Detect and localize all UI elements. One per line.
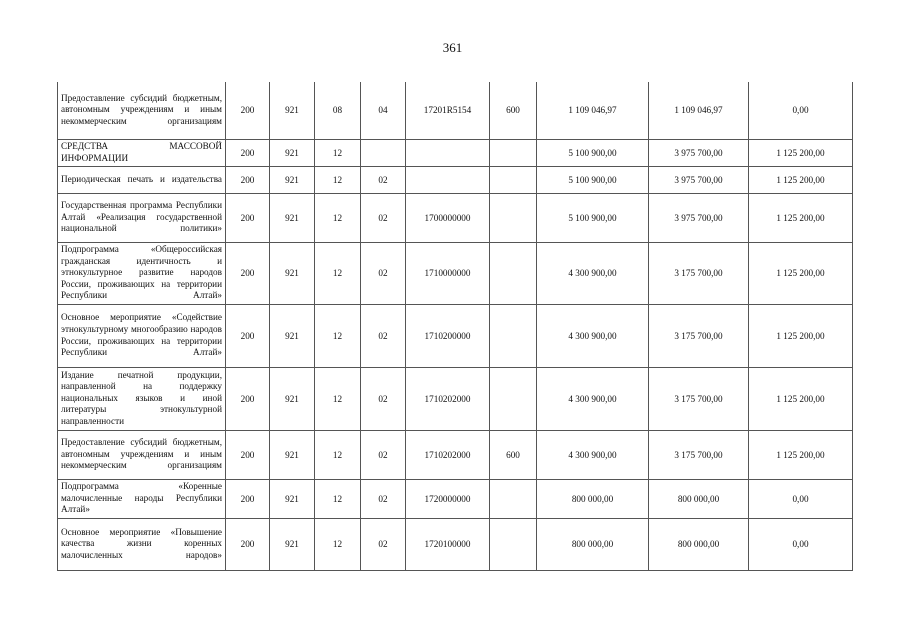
cell-amount-1: 4 300 900,00: [537, 242, 649, 304]
cell-section: 12: [315, 193, 361, 242]
row-name: Основное мероприятие «Содействие этнокультурному многообразию народов России, проживающих на территории Республики Алтай»: [58, 304, 226, 367]
cell-target-article: 1710000000: [406, 242, 490, 304]
cell-target-article: [406, 139, 490, 166]
budget-table: [57, 82, 853, 571]
cell-expense-type: [490, 139, 537, 166]
cell-code: 921: [270, 304, 315, 367]
cell-ministry: 200: [226, 139, 270, 166]
cell-section: 12: [315, 367, 361, 430]
cell-code: 921: [270, 82, 315, 139]
cell-amount-3: 0,00: [749, 518, 853, 570]
cell-section: 12: [315, 242, 361, 304]
row-name: Подпрограмма «Общероссийская гражданская идентичность и этнокультурное развитие народов России, проживающих на территории Республики Алтай»: [58, 242, 226, 304]
cell-subsection: 02: [361, 518, 406, 570]
cell-target-article: 1710202000: [406, 430, 490, 479]
page-number: 361: [442, 40, 463, 55]
cell-amount-3: 1 125 200,00: [749, 430, 853, 479]
cell-target-article: 17201R5154: [406, 82, 490, 139]
cell-code: 921: [270, 139, 315, 166]
cell-expense-type: [490, 479, 537, 518]
cell-subsection: [361, 139, 406, 166]
cell-ministry: 200: [226, 82, 270, 139]
row-name: Предоставление субсидий бюджетным, автономным учреждениям и иным некоммерческим организациям: [58, 430, 226, 479]
cell-code: 921: [270, 242, 315, 304]
table-row: [58, 430, 853, 479]
row-name: Периодическая печать и издательства: [58, 166, 226, 193]
cell-subsection: 02: [361, 479, 406, 518]
table-row: [58, 166, 853, 193]
cell-amount-2: 3 175 700,00: [649, 430, 749, 479]
cell-expense-type: [490, 242, 537, 304]
cell-amount-1: 5 100 900,00: [537, 193, 649, 242]
cell-amount-2: 3 975 700,00: [649, 139, 749, 166]
cell-code: 921: [270, 430, 315, 479]
table-row: [58, 242, 853, 304]
cell-code: 921: [270, 518, 315, 570]
cell-section: 12: [315, 518, 361, 570]
cell-subsection: 02: [361, 193, 406, 242]
cell-ministry: 200: [226, 430, 270, 479]
cell-amount-1: 800 000,00: [537, 518, 649, 570]
row-name: Предоставление субсидий бюджетным, автономным учреждениям и иным некоммерческим организациям: [58, 82, 226, 139]
cell-amount-1: 4 300 900,00: [537, 304, 649, 367]
cell-amount-3: 1 125 200,00: [749, 242, 853, 304]
row-name: Издание печатной продукции, направленной на поддержку национальных языков и иной литературы этнокультурной направленности: [58, 367, 226, 430]
cell-amount-1: 800 000,00: [537, 479, 649, 518]
cell-expense-type: [490, 166, 537, 193]
cell-amount-3: 1 125 200,00: [749, 139, 853, 166]
cell-code: 921: [270, 479, 315, 518]
cell-ministry: 200: [226, 166, 270, 193]
table-row: [58, 82, 853, 139]
cell-subsection: 02: [361, 430, 406, 479]
cell-amount-2: 3 975 700,00: [649, 193, 749, 242]
cell-section: 12: [315, 139, 361, 166]
cell-subsection: 02: [361, 304, 406, 367]
cell-amount-3: 0,00: [749, 82, 853, 139]
row-name: Подпрограмма «Коренные малочисленные народы Республики Алтай»: [58, 479, 226, 518]
cell-target-article: [406, 166, 490, 193]
row-name: Основное мероприятие «Повышение качества жизни коренных малочисленных народов»: [58, 518, 226, 570]
cell-ministry: 200: [226, 304, 270, 367]
cell-amount-2: 3 175 700,00: [649, 242, 749, 304]
cell-subsection: 02: [361, 367, 406, 430]
cell-subsection: 02: [361, 242, 406, 304]
row-name: Государственная программа Республики Алтай «Реализация государственной национальной политики»: [58, 193, 226, 242]
cell-section: 08: [315, 82, 361, 139]
cell-expense-type: 600: [490, 430, 537, 479]
cell-amount-1: 1 109 046,97: [537, 82, 649, 139]
cell-expense-type: [490, 367, 537, 430]
cell-amount-2: 1 109 046,97: [649, 82, 749, 139]
cell-subsection: 04: [361, 82, 406, 139]
cell-amount-3: 1 125 200,00: [749, 367, 853, 430]
cell-target-article: 1720100000: [406, 518, 490, 570]
cell-amount-2: 3 975 700,00: [649, 166, 749, 193]
cell-expense-type: [490, 518, 537, 570]
cell-amount-1: 5 100 900,00: [537, 139, 649, 166]
cell-amount-2: 3 175 700,00: [649, 367, 749, 430]
cell-expense-type: [490, 193, 537, 242]
cell-amount-2: 800 000,00: [649, 479, 749, 518]
cell-target-article: 1700000000: [406, 193, 490, 242]
cell-code: 921: [270, 193, 315, 242]
cell-amount-3: 1 125 200,00: [749, 304, 853, 367]
cell-code: 921: [270, 367, 315, 430]
cell-amount-1: 4 300 900,00: [537, 367, 649, 430]
table-row: [58, 518, 853, 570]
table-row: [58, 479, 853, 518]
cell-section: 12: [315, 479, 361, 518]
cell-section: 12: [315, 304, 361, 367]
table-row: [58, 304, 853, 367]
cell-target-article: 1710200000: [406, 304, 490, 367]
cell-subsection: 02: [361, 166, 406, 193]
cell-amount-1: 4 300 900,00: [537, 430, 649, 479]
cell-amount-2: 800 000,00: [649, 518, 749, 570]
cell-expense-type: 600: [490, 82, 537, 139]
cell-section: 12: [315, 166, 361, 193]
cell-amount-1: 5 100 900,00: [537, 166, 649, 193]
cell-expense-type: [490, 304, 537, 367]
table-row: [58, 367, 853, 430]
cell-amount-3: 0,00: [749, 479, 853, 518]
table-row: [58, 193, 853, 242]
cell-ministry: 200: [226, 193, 270, 242]
cell-ministry: 200: [226, 367, 270, 430]
cell-target-article: 1720000000: [406, 479, 490, 518]
cell-amount-2: 3 175 700,00: [649, 304, 749, 367]
cell-amount-3: 1 125 200,00: [749, 166, 853, 193]
cell-target-article: 1710202000: [406, 367, 490, 430]
cell-ministry: 200: [226, 518, 270, 570]
cell-ministry: 200: [226, 242, 270, 304]
cell-ministry: 200: [226, 479, 270, 518]
table-row: [58, 139, 853, 166]
cell-code: 921: [270, 166, 315, 193]
cell-amount-3: 1 125 200,00: [749, 193, 853, 242]
cell-section: 12: [315, 430, 361, 479]
row-name: СРЕДСТВА МАССОВОЙ ИНФОРМАЦИИ: [58, 139, 226, 166]
